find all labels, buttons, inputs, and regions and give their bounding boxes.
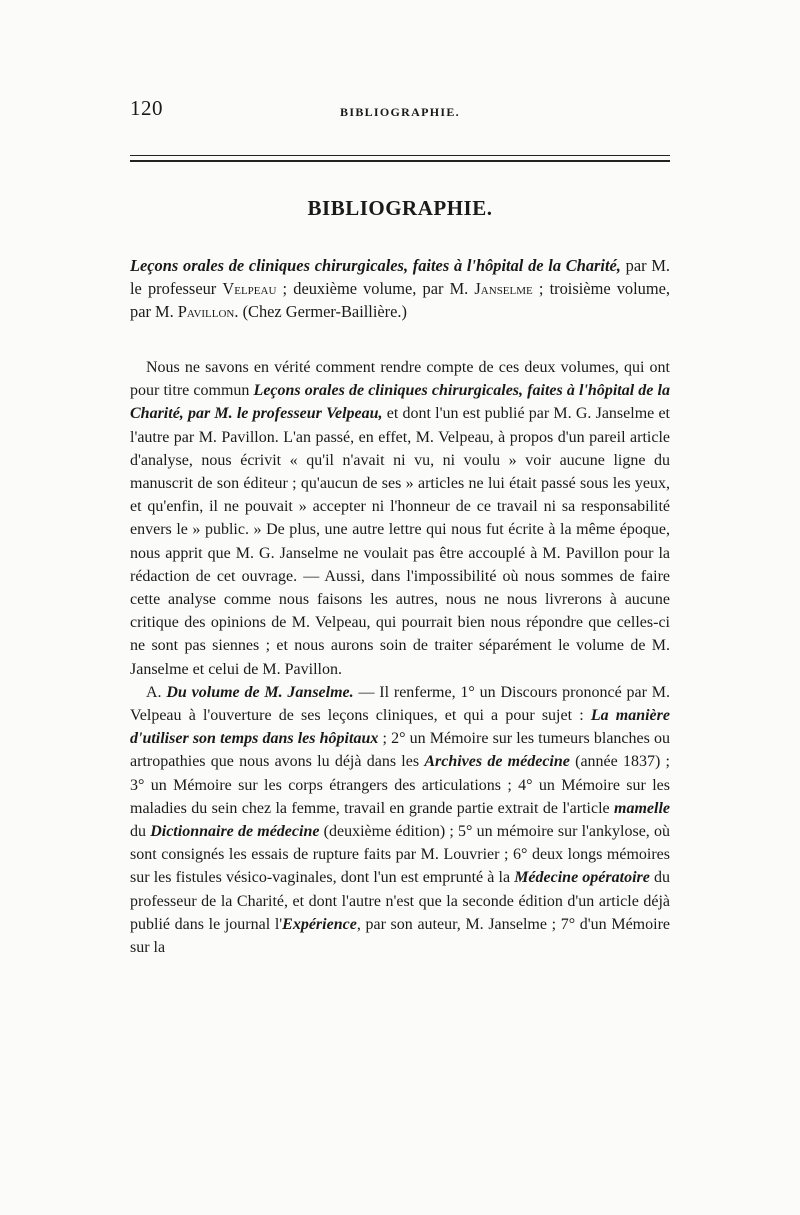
entry-text-1: par M. le professeur	[130, 256, 671, 298]
section-title: BIBLIOGRAPHIE.	[307, 196, 493, 220]
entry-text-4: . (Chez Germer-Baillière.)	[234, 302, 407, 321]
p2-text-b: — Il renferme, 1° un Discours prononcé par M. Velpeau à l'ouverture de ses leçons cliniques, et qui a pour sujet :	[130, 683, 670, 725]
entry-text-3: ; troisième volume, par M.	[130, 279, 671, 321]
entry-author: Velpeau	[222, 279, 277, 298]
p2-text-d: (année 1837) ; 3° un Mémoire sur les corps étrangers des articulations ; 4° un Mémoire sur les maladies du sein chez la femme, travail en grande partie extrait de l'article	[130, 753, 671, 817]
p1-text-b: et dont l'un est publié par M. G. Janselme et l'autre par M. Pavillon. L'an passé, en effet, M. Velpeau, à propos d'un pareil article d'analyse, nous écrivit « qu'il n'avait ni vu, ni voulu » voir aucune ligne du manuscrit de son éditeur ; qu'aucun de ses » articles ne lui était passé sous les yeux, et qu'enfin, il ne pouvait » accepter ni l'honneur de ce travail ni sa responsabilité envers le » public. » De plus, une autre lettre qui nous fut écrite à la même époque, nous apprit que M. G. Janselme ne voulait pas être accouplé à M. Pavillon pour la rédaction de cet ouvrage. — Aussi, dans l'impossibilité où nous sommes de faire cette analyse comme nous faisons les autres, nous ne nous livrerons à aucune critique des opinions de M. Velpeau, qui pourrait bien nous répondre que celles-ci ne sont pas siennes ; et nous aurons soin de traiter séparément le volume de M. Janselme et celui de M. Pavillon.	[130, 405, 670, 678]
bibliographic-entry	[130, 254, 670, 323]
p1-cited-title: Leçons orales de cliniques chirurgicales, faites à l'hôpital de la Charité, par M. le professeur Velpeau,	[130, 382, 670, 423]
p2-italic-1: La manière d'utiliser son temps dans les hôpitaux	[130, 707, 670, 748]
page-number: 120	[130, 96, 163, 120]
entry-book-title: Leçons orales de cliniques chirurgicales, faites à l'hôpital de la Charité,	[130, 256, 621, 275]
p2-italic-5: Médecine opératoire	[514, 869, 650, 887]
running-head	[130, 96, 670, 122]
p2-italic-4: Dictionnaire de médecine	[150, 823, 320, 841]
p2-text-h: , par son auteur, M. Janselme ; 7° d'un Mémoire sur la	[130, 915, 670, 957]
running-title: BIBLIOGRAPHIE.	[340, 105, 460, 119]
p2-text-c: ; 2° un Mémoire sur les tumeurs blanches ou artropathies que nous avons lu déjà dans les	[130, 730, 671, 771]
entry-editor-2: Pavillon	[177, 302, 235, 321]
entry-editor-1: Janselme	[474, 279, 533, 298]
p2-italic-2: Archives de médecine	[424, 753, 570, 771]
paragraph-2	[130, 681, 670, 959]
p2-text-g: du professeur de la Charité, et dont l'autre n'est que la seconde édition d'un article déjà publié dans le journal l'	[130, 869, 670, 933]
review-body	[130, 356, 670, 959]
p2-italic-6: Expérience	[282, 915, 357, 933]
paragraph-1	[130, 356, 670, 681]
p2-text-a: A.	[146, 683, 167, 701]
entry-text-2: ; deuxième volume, par M.	[276, 279, 475, 298]
p2-heading: Du volume de M. Janselme.	[166, 683, 354, 701]
header-rule	[130, 155, 670, 162]
p2-text-f: (deuxième édition) ; 5° un mémoire sur l'ankylose, où sont consignés les essais de rupture faits par M. Louvrier ; 6° deux longs mémoires sur les fistules vésico-vaginales, dont l'un est emprunté à la	[130, 823, 671, 887]
p2-italic-3: mamelle	[614, 799, 670, 817]
p2-text-e: du	[130, 823, 151, 841]
entry-citation	[130, 254, 670, 323]
p1-text-a: Nous ne savons en vérité comment rendre compte de ces deux volumes, qui ont pour titre commun	[130, 359, 670, 400]
